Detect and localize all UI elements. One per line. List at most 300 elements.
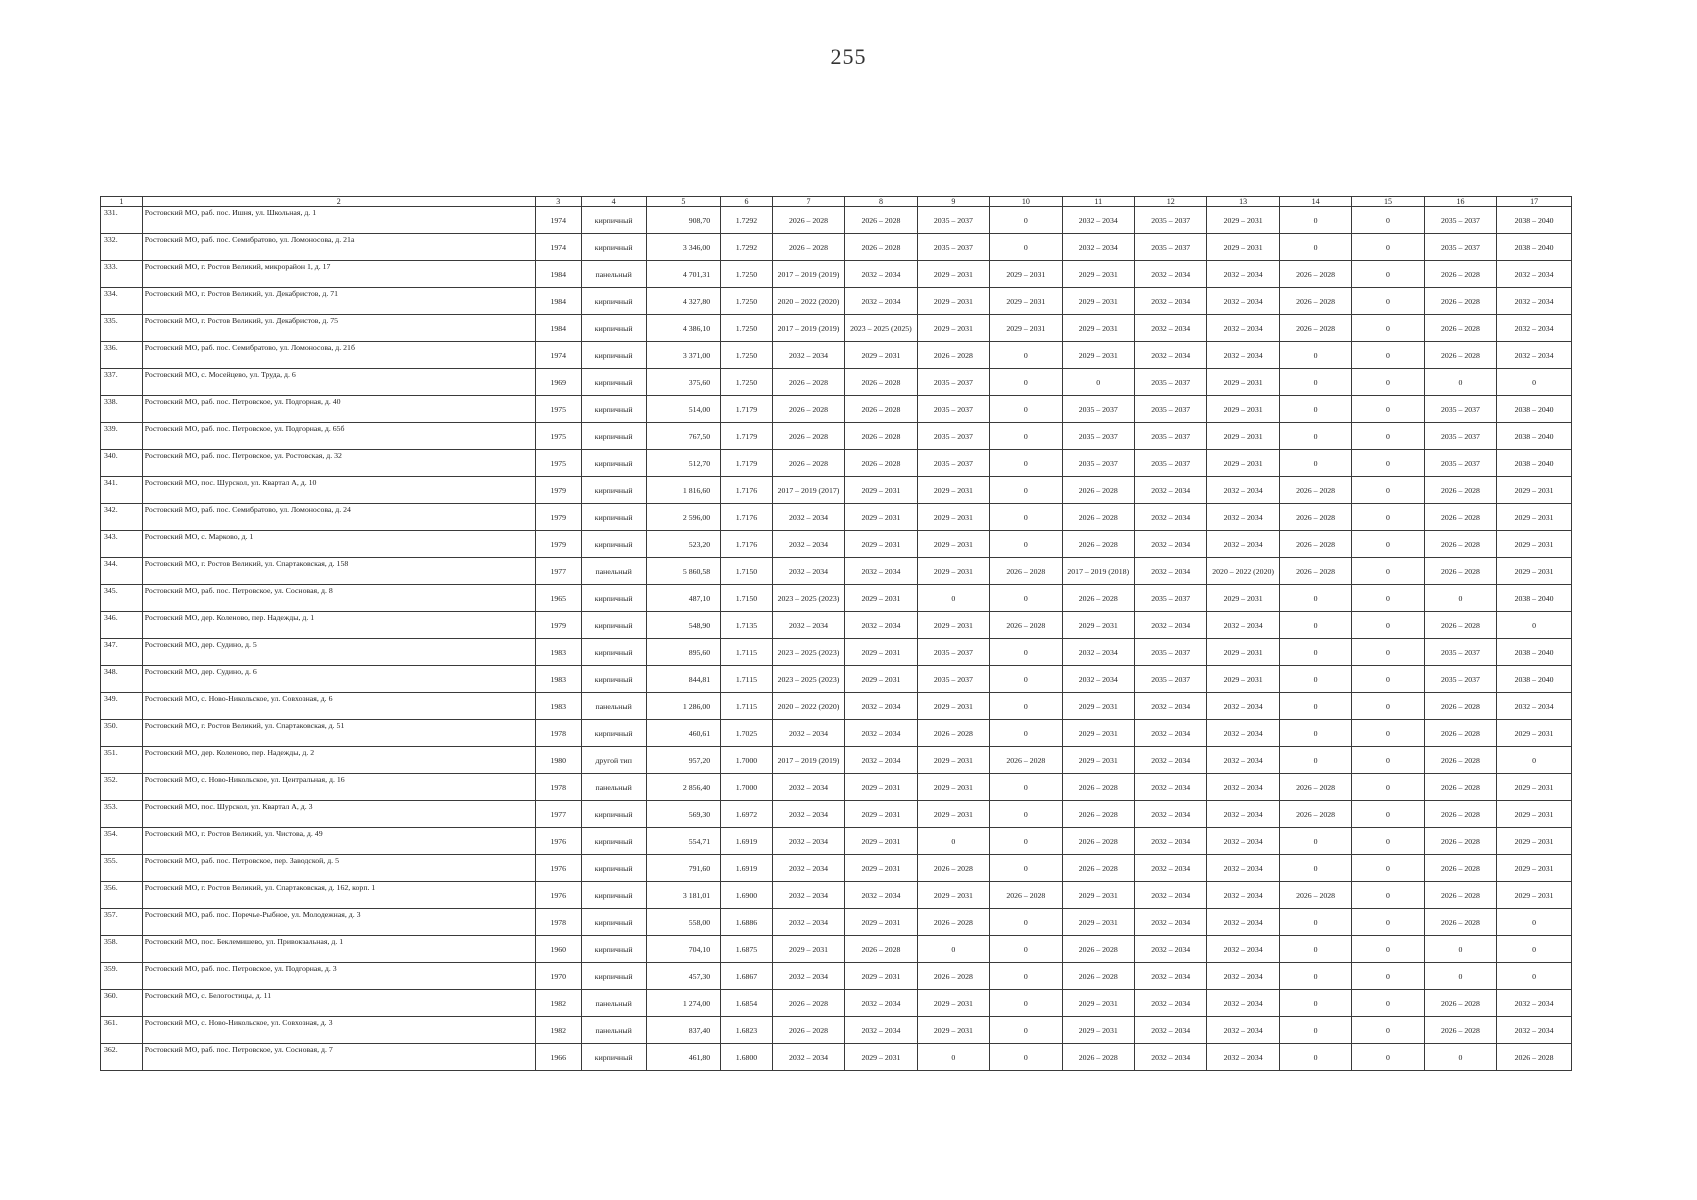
row-number-cell: 347. bbox=[101, 639, 143, 666]
period-col-10-cell: 0 bbox=[990, 639, 1062, 666]
period-col-7-cell: 2032 – 2034 bbox=[772, 531, 844, 558]
total-area-cell: 548,90 bbox=[646, 612, 721, 639]
priority-index-cell: 1.7115 bbox=[721, 693, 773, 720]
period-col-11-cell: 2035 – 2037 bbox=[1062, 423, 1134, 450]
period-col-17-cell: 2038 – 2040 bbox=[1497, 639, 1572, 666]
year-built-cell: 1974 bbox=[535, 342, 581, 369]
priority-index-cell: 1.6919 bbox=[721, 855, 773, 882]
period-col-16-cell: 2035 – 2037 bbox=[1424, 396, 1496, 423]
period-col-17-cell: 2038 – 2040 bbox=[1497, 666, 1572, 693]
total-area-cell: 791,60 bbox=[646, 855, 721, 882]
period-col-8-cell: 2026 – 2028 bbox=[845, 207, 917, 234]
wall-material-cell: другой тип bbox=[581, 747, 646, 774]
period-col-11-cell: 2026 – 2028 bbox=[1062, 855, 1134, 882]
period-col-15-cell: 0 bbox=[1352, 558, 1424, 585]
table-row bbox=[101, 693, 1572, 720]
table-row bbox=[101, 450, 1572, 477]
period-col-11-cell: 2026 – 2028 bbox=[1062, 963, 1134, 990]
table-header bbox=[101, 197, 1572, 207]
period-col-8-cell: 2026 – 2028 bbox=[845, 369, 917, 396]
year-built-cell: 1983 bbox=[535, 639, 581, 666]
address-cell: Ростовский МО, дер. Судино, д. 6 bbox=[142, 666, 535, 693]
year-built-cell: 1976 bbox=[535, 828, 581, 855]
period-col-11-cell: 2029 – 2031 bbox=[1062, 909, 1134, 936]
row-number-cell: 348. bbox=[101, 666, 143, 693]
wall-material-cell: кирпичный bbox=[581, 234, 646, 261]
period-col-15-cell: 0 bbox=[1352, 234, 1424, 261]
period-col-14-cell: 2026 – 2028 bbox=[1279, 801, 1351, 828]
row-number-cell: 338. bbox=[101, 396, 143, 423]
period-col-10-cell: 0 bbox=[990, 801, 1062, 828]
period-col-14-cell: 2026 – 2028 bbox=[1279, 531, 1351, 558]
row-number-cell: 356. bbox=[101, 882, 143, 909]
address-cell: Ростовский МО, раб. пос. Семибратово, ул. Ломоносова, д. 21б bbox=[142, 342, 535, 369]
period-col-8-cell: 2032 – 2034 bbox=[845, 720, 917, 747]
period-col-13-cell: 2032 – 2034 bbox=[1207, 1044, 1279, 1071]
period-col-8-cell: 2032 – 2034 bbox=[845, 261, 917, 288]
row-number-cell: 359. bbox=[101, 963, 143, 990]
period-col-10-cell: 2026 – 2028 bbox=[990, 612, 1062, 639]
period-col-14-cell: 0 bbox=[1279, 693, 1351, 720]
address-cell: Ростовский МО, пос. Шурскол, ул. Квартал А, д. 3 bbox=[142, 801, 535, 828]
address-cell: Ростовский МО, раб. пос. Петровское, ул. Подгорная, д. 40 bbox=[142, 396, 535, 423]
period-col-13-cell: 2032 – 2034 bbox=[1207, 936, 1279, 963]
period-col-13-cell: 2029 – 2031 bbox=[1207, 396, 1279, 423]
period-col-7-cell: 2032 – 2034 bbox=[772, 801, 844, 828]
wall-material-cell: кирпичный bbox=[581, 666, 646, 693]
row-number-cell: 357. bbox=[101, 909, 143, 936]
period-col-7-cell: 2032 – 2034 bbox=[772, 720, 844, 747]
period-col-17-cell: 2026 – 2028 bbox=[1497, 1044, 1572, 1071]
period-col-8-cell: 2029 – 2031 bbox=[845, 1044, 917, 1071]
period-col-11-cell: 2029 – 2031 bbox=[1062, 747, 1134, 774]
column-number: 11 bbox=[1062, 197, 1134, 207]
period-col-7-cell: 2029 – 2031 bbox=[772, 936, 844, 963]
total-area-cell: 4 386,10 bbox=[646, 315, 721, 342]
period-col-11-cell: 2032 – 2034 bbox=[1062, 207, 1134, 234]
period-col-15-cell: 0 bbox=[1352, 288, 1424, 315]
period-col-14-cell: 0 bbox=[1279, 963, 1351, 990]
wall-material-cell: панельный bbox=[581, 990, 646, 1017]
address-cell: Ростовский МО, раб. пос. Ишня, ул. Школьная, д. 1 bbox=[142, 207, 535, 234]
period-col-8-cell: 2029 – 2031 bbox=[845, 504, 917, 531]
row-number-cell: 352. bbox=[101, 774, 143, 801]
period-col-15-cell: 0 bbox=[1352, 423, 1424, 450]
period-col-12-cell: 2032 – 2034 bbox=[1134, 342, 1206, 369]
period-col-16-cell: 2026 – 2028 bbox=[1424, 693, 1496, 720]
period-col-15-cell: 0 bbox=[1352, 207, 1424, 234]
total-area-cell: 957,20 bbox=[646, 747, 721, 774]
year-built-cell: 1982 bbox=[535, 990, 581, 1017]
period-col-13-cell: 2029 – 2031 bbox=[1207, 585, 1279, 612]
period-col-17-cell: 2038 – 2040 bbox=[1497, 450, 1572, 477]
table-row bbox=[101, 1044, 1572, 1071]
period-col-11-cell: 2029 – 2031 bbox=[1062, 261, 1134, 288]
period-col-14-cell: 0 bbox=[1279, 207, 1351, 234]
period-col-11-cell: 2026 – 2028 bbox=[1062, 585, 1134, 612]
wall-material-cell: кирпичный bbox=[581, 720, 646, 747]
period-col-7-cell: 2017 – 2019 (2019) bbox=[772, 315, 844, 342]
period-col-16-cell: 2026 – 2028 bbox=[1424, 990, 1496, 1017]
period-col-11-cell: 2035 – 2037 bbox=[1062, 396, 1134, 423]
column-number: 4 bbox=[581, 197, 646, 207]
total-area-cell: 3 371,00 bbox=[646, 342, 721, 369]
period-col-9-cell: 2035 – 2037 bbox=[917, 450, 989, 477]
period-col-12-cell: 2032 – 2034 bbox=[1134, 558, 1206, 585]
period-col-16-cell: 2026 – 2028 bbox=[1424, 315, 1496, 342]
year-built-cell: 1984 bbox=[535, 315, 581, 342]
period-col-8-cell: 2032 – 2034 bbox=[845, 558, 917, 585]
period-col-7-cell: 2026 – 2028 bbox=[772, 396, 844, 423]
period-col-7-cell: 2020 – 2022 (2020) bbox=[772, 288, 844, 315]
table-row bbox=[101, 423, 1572, 450]
address-cell: Ростовский МО, дер. Судино, д. 5 bbox=[142, 639, 535, 666]
year-built-cell: 1980 bbox=[535, 747, 581, 774]
row-number-cell: 333. bbox=[101, 261, 143, 288]
row-number-cell: 336. bbox=[101, 342, 143, 369]
period-col-12-cell: 2035 – 2037 bbox=[1134, 396, 1206, 423]
period-col-17-cell: 2032 – 2034 bbox=[1497, 693, 1572, 720]
period-col-17-cell: 2029 – 2031 bbox=[1497, 801, 1572, 828]
year-built-cell: 1976 bbox=[535, 855, 581, 882]
priority-index-cell: 1.7179 bbox=[721, 450, 773, 477]
period-col-16-cell: 2026 – 2028 bbox=[1424, 1017, 1496, 1044]
address-cell: Ростовский МО, раб. пос. Поречье-Рыбное, ул. Молодежная, д. 3 bbox=[142, 909, 535, 936]
column-number: 15 bbox=[1352, 197, 1424, 207]
period-col-14-cell: 0 bbox=[1279, 990, 1351, 1017]
year-built-cell: 1978 bbox=[535, 909, 581, 936]
period-col-13-cell: 2029 – 2031 bbox=[1207, 234, 1279, 261]
period-col-8-cell: 2029 – 2031 bbox=[845, 909, 917, 936]
table-row bbox=[101, 801, 1572, 828]
period-col-12-cell: 2032 – 2034 bbox=[1134, 801, 1206, 828]
period-col-16-cell: 2026 – 2028 bbox=[1424, 477, 1496, 504]
period-col-11-cell: 2035 – 2037 bbox=[1062, 450, 1134, 477]
year-built-cell: 1979 bbox=[535, 504, 581, 531]
period-col-7-cell: 2023 – 2025 (2023) bbox=[772, 585, 844, 612]
wall-material-cell: кирпичный bbox=[581, 342, 646, 369]
period-col-12-cell: 2035 – 2037 bbox=[1134, 585, 1206, 612]
period-col-10-cell: 2026 – 2028 bbox=[990, 747, 1062, 774]
period-col-17-cell: 2029 – 2031 bbox=[1497, 558, 1572, 585]
column-number: 7 bbox=[772, 197, 844, 207]
period-col-8-cell: 2029 – 2031 bbox=[845, 477, 917, 504]
priority-index-cell: 1.6886 bbox=[721, 909, 773, 936]
period-col-13-cell: 2032 – 2034 bbox=[1207, 531, 1279, 558]
period-col-9-cell: 2026 – 2028 bbox=[917, 909, 989, 936]
period-col-10-cell: 0 bbox=[990, 531, 1062, 558]
period-col-12-cell: 2035 – 2037 bbox=[1134, 369, 1206, 396]
priority-index-cell: 1.6823 bbox=[721, 1017, 773, 1044]
period-col-17-cell: 2032 – 2034 bbox=[1497, 990, 1572, 1017]
period-col-12-cell: 2032 – 2034 bbox=[1134, 909, 1206, 936]
wall-material-cell: кирпичный bbox=[581, 396, 646, 423]
period-col-13-cell: 2029 – 2031 bbox=[1207, 639, 1279, 666]
period-col-9-cell: 2035 – 2037 bbox=[917, 369, 989, 396]
period-col-17-cell: 0 bbox=[1497, 612, 1572, 639]
priority-index-cell: 1.7135 bbox=[721, 612, 773, 639]
period-col-16-cell: 2026 – 2028 bbox=[1424, 342, 1496, 369]
address-cell: Ростовский МО, г. Ростов Великий, ул. Спартаковская, д. 162, корп. 1 bbox=[142, 882, 535, 909]
priority-index-cell: 1.7150 bbox=[721, 558, 773, 585]
period-col-17-cell: 0 bbox=[1497, 909, 1572, 936]
period-col-12-cell: 2032 – 2034 bbox=[1134, 747, 1206, 774]
period-col-10-cell: 0 bbox=[990, 666, 1062, 693]
period-col-13-cell: 2032 – 2034 bbox=[1207, 720, 1279, 747]
period-col-14-cell: 2026 – 2028 bbox=[1279, 477, 1351, 504]
period-col-7-cell: 2032 – 2034 bbox=[772, 882, 844, 909]
period-col-9-cell: 2029 – 2031 bbox=[917, 774, 989, 801]
period-col-12-cell: 2032 – 2034 bbox=[1134, 720, 1206, 747]
row-number-cell: 354. bbox=[101, 828, 143, 855]
row-number-cell: 349. bbox=[101, 693, 143, 720]
address-cell: Ростовский МО, г. Ростов Великий, микрорайон 1, д. 17 bbox=[142, 261, 535, 288]
period-col-10-cell: 0 bbox=[990, 720, 1062, 747]
priority-index-cell: 1.7250 bbox=[721, 342, 773, 369]
address-cell: Ростовский МО, раб. пос. Петровское, ул. Ростовская, д. 32 bbox=[142, 450, 535, 477]
period-col-12-cell: 2032 – 2034 bbox=[1134, 315, 1206, 342]
column-number: 6 bbox=[721, 197, 773, 207]
table-row bbox=[101, 558, 1572, 585]
total-area-cell: 767,50 bbox=[646, 423, 721, 450]
period-col-17-cell: 2038 – 2040 bbox=[1497, 207, 1572, 234]
period-col-8-cell: 2029 – 2031 bbox=[845, 531, 917, 558]
year-built-cell: 1965 bbox=[535, 585, 581, 612]
table-row bbox=[101, 477, 1572, 504]
year-built-cell: 1979 bbox=[535, 612, 581, 639]
table-row bbox=[101, 531, 1572, 558]
total-area-cell: 3 346,00 bbox=[646, 234, 721, 261]
period-col-11-cell: 2026 – 2028 bbox=[1062, 531, 1134, 558]
period-col-7-cell: 2032 – 2034 bbox=[772, 909, 844, 936]
wall-material-cell: панельный bbox=[581, 1017, 646, 1044]
period-col-13-cell: 2032 – 2034 bbox=[1207, 774, 1279, 801]
period-col-15-cell: 0 bbox=[1352, 342, 1424, 369]
period-col-12-cell: 2032 – 2034 bbox=[1134, 612, 1206, 639]
column-number: 17 bbox=[1497, 197, 1572, 207]
total-area-cell: 375,60 bbox=[646, 369, 721, 396]
period-col-15-cell: 0 bbox=[1352, 1017, 1424, 1044]
address-cell: Ростовский МО, с. Ново-Никольское, ул. Совхозная, д. 3 bbox=[142, 1017, 535, 1044]
period-col-17-cell: 2032 – 2034 bbox=[1497, 1017, 1572, 1044]
period-col-10-cell: 2029 – 2031 bbox=[990, 315, 1062, 342]
period-col-14-cell: 0 bbox=[1279, 855, 1351, 882]
period-col-11-cell: 2017 – 2019 (2018) bbox=[1062, 558, 1134, 585]
period-col-9-cell: 2029 – 2031 bbox=[917, 315, 989, 342]
page-number: 255 bbox=[830, 44, 867, 69]
year-built-cell: 1978 bbox=[535, 774, 581, 801]
period-col-16-cell: 2035 – 2037 bbox=[1424, 666, 1496, 693]
table-row bbox=[101, 234, 1572, 261]
period-col-16-cell: 2026 – 2028 bbox=[1424, 531, 1496, 558]
period-col-9-cell: 2026 – 2028 bbox=[917, 855, 989, 882]
period-col-11-cell: 2029 – 2031 bbox=[1062, 1017, 1134, 1044]
period-col-16-cell: 0 bbox=[1424, 963, 1496, 990]
period-col-11-cell: 2026 – 2028 bbox=[1062, 828, 1134, 855]
period-col-11-cell: 0 bbox=[1062, 369, 1134, 396]
year-built-cell: 1975 bbox=[535, 423, 581, 450]
column-number: 16 bbox=[1424, 197, 1496, 207]
period-col-14-cell: 0 bbox=[1279, 639, 1351, 666]
row-number-cell: 362. bbox=[101, 1044, 143, 1071]
address-cell: Ростовский МО, с. Марково, д. 1 bbox=[142, 531, 535, 558]
wall-material-cell: панельный bbox=[581, 261, 646, 288]
wall-material-cell: кирпичный bbox=[581, 909, 646, 936]
period-col-17-cell: 2029 – 2031 bbox=[1497, 531, 1572, 558]
period-col-12-cell: 2032 – 2034 bbox=[1134, 774, 1206, 801]
table-row bbox=[101, 990, 1572, 1017]
period-col-10-cell: 0 bbox=[990, 234, 1062, 261]
period-col-16-cell: 2035 – 2037 bbox=[1424, 234, 1496, 261]
period-col-16-cell: 0 bbox=[1424, 936, 1496, 963]
year-built-cell: 1970 bbox=[535, 963, 581, 990]
period-col-9-cell: 2029 – 2031 bbox=[917, 693, 989, 720]
total-area-cell: 523,20 bbox=[646, 531, 721, 558]
period-col-12-cell: 2035 – 2037 bbox=[1134, 207, 1206, 234]
priority-index-cell: 1.7115 bbox=[721, 639, 773, 666]
wall-material-cell: панельный bbox=[581, 693, 646, 720]
column-number: 1 bbox=[101, 197, 143, 207]
column-number: 2 bbox=[142, 197, 535, 207]
period-col-12-cell: 2032 – 2034 bbox=[1134, 477, 1206, 504]
address-cell: Ростовский МО, г. Ростов Великий, ул. Спартаковская, д. 158 bbox=[142, 558, 535, 585]
period-col-8-cell: 2029 – 2031 bbox=[845, 342, 917, 369]
address-cell: Ростовский МО, г. Ростов Великий, ул. Декабристов, д. 71 bbox=[142, 288, 535, 315]
period-col-17-cell: 2032 – 2034 bbox=[1497, 342, 1572, 369]
total-area-cell: 2 596,00 bbox=[646, 504, 721, 531]
period-col-10-cell: 0 bbox=[990, 909, 1062, 936]
period-col-9-cell: 0 bbox=[917, 1044, 989, 1071]
period-col-14-cell: 0 bbox=[1279, 666, 1351, 693]
period-col-17-cell: 2038 – 2040 bbox=[1497, 234, 1572, 261]
period-col-12-cell: 2032 – 2034 bbox=[1134, 936, 1206, 963]
period-col-10-cell: 0 bbox=[990, 1017, 1062, 1044]
period-col-16-cell: 2026 – 2028 bbox=[1424, 747, 1496, 774]
period-col-15-cell: 0 bbox=[1352, 396, 1424, 423]
address-cell: Ростовский МО, с. Мосейцево, ул. Труда, д. 6 bbox=[142, 369, 535, 396]
period-col-14-cell: 0 bbox=[1279, 828, 1351, 855]
period-col-7-cell: 2032 – 2034 bbox=[772, 612, 844, 639]
period-col-14-cell: 0 bbox=[1279, 1017, 1351, 1044]
period-col-11-cell: 2029 – 2031 bbox=[1062, 288, 1134, 315]
period-col-9-cell: 2026 – 2028 bbox=[917, 963, 989, 990]
row-number-cell: 343. bbox=[101, 531, 143, 558]
period-col-14-cell: 0 bbox=[1279, 342, 1351, 369]
period-col-9-cell: 2035 – 2037 bbox=[917, 234, 989, 261]
wall-material-cell: кирпичный bbox=[581, 963, 646, 990]
year-built-cell: 1960 bbox=[535, 936, 581, 963]
year-built-cell: 1979 bbox=[535, 531, 581, 558]
period-col-17-cell: 2032 – 2034 bbox=[1497, 288, 1572, 315]
period-col-8-cell: 2029 – 2031 bbox=[845, 801, 917, 828]
wall-material-cell: кирпичный bbox=[581, 801, 646, 828]
period-col-10-cell: 2029 – 2031 bbox=[990, 261, 1062, 288]
year-built-cell: 1984 bbox=[535, 288, 581, 315]
column-number: 12 bbox=[1134, 197, 1206, 207]
period-col-15-cell: 0 bbox=[1352, 504, 1424, 531]
period-col-9-cell: 2029 – 2031 bbox=[917, 801, 989, 828]
address-cell: Ростовский МО, пос. Беклемишево, ул. Привокзальная, д. 1 bbox=[142, 936, 535, 963]
period-col-7-cell: 2032 – 2034 bbox=[772, 828, 844, 855]
row-number-cell: 341. bbox=[101, 477, 143, 504]
period-col-10-cell: 2029 – 2031 bbox=[990, 288, 1062, 315]
table-row bbox=[101, 936, 1572, 963]
period-col-9-cell: 2035 – 2037 bbox=[917, 666, 989, 693]
period-col-15-cell: 0 bbox=[1352, 855, 1424, 882]
period-col-17-cell: 0 bbox=[1497, 747, 1572, 774]
priority-index-cell: 1.7250 bbox=[721, 315, 773, 342]
period-col-15-cell: 0 bbox=[1352, 801, 1424, 828]
period-col-11-cell: 2029 – 2031 bbox=[1062, 315, 1134, 342]
period-col-8-cell: 2029 – 2031 bbox=[845, 774, 917, 801]
period-col-17-cell: 2038 – 2040 bbox=[1497, 423, 1572, 450]
period-col-9-cell: 2026 – 2028 bbox=[917, 342, 989, 369]
row-number-cell: 360. bbox=[101, 990, 143, 1017]
period-col-9-cell: 2029 – 2031 bbox=[917, 558, 989, 585]
total-area-cell: 895,60 bbox=[646, 639, 721, 666]
wall-material-cell: кирпичный bbox=[581, 612, 646, 639]
period-col-15-cell: 0 bbox=[1352, 639, 1424, 666]
period-col-16-cell: 0 bbox=[1424, 1044, 1496, 1071]
period-col-10-cell: 2026 – 2028 bbox=[990, 882, 1062, 909]
period-col-7-cell: 2017 – 2019 (2019) bbox=[772, 261, 844, 288]
year-built-cell: 1983 bbox=[535, 666, 581, 693]
period-col-14-cell: 2026 – 2028 bbox=[1279, 261, 1351, 288]
wall-material-cell: кирпичный bbox=[581, 369, 646, 396]
column-number: 14 bbox=[1279, 197, 1351, 207]
table-row bbox=[101, 855, 1572, 882]
period-col-9-cell: 2029 – 2031 bbox=[917, 882, 989, 909]
housing-register-table bbox=[100, 196, 1572, 1071]
period-col-15-cell: 0 bbox=[1352, 315, 1424, 342]
table-row bbox=[101, 261, 1572, 288]
period-col-8-cell: 2026 – 2028 bbox=[845, 234, 917, 261]
period-col-13-cell: 2032 – 2034 bbox=[1207, 477, 1279, 504]
priority-index-cell: 1.7250 bbox=[721, 288, 773, 315]
period-col-11-cell: 2029 – 2031 bbox=[1062, 612, 1134, 639]
column-number: 8 bbox=[845, 197, 917, 207]
period-col-11-cell: 2029 – 2031 bbox=[1062, 342, 1134, 369]
period-col-10-cell: 0 bbox=[990, 396, 1062, 423]
period-col-14-cell: 0 bbox=[1279, 234, 1351, 261]
priority-index-cell: 1.7179 bbox=[721, 423, 773, 450]
period-col-17-cell: 2029 – 2031 bbox=[1497, 828, 1572, 855]
period-col-13-cell: 2032 – 2034 bbox=[1207, 612, 1279, 639]
total-area-cell: 1 274,00 bbox=[646, 990, 721, 1017]
table-body bbox=[101, 207, 1572, 1071]
priority-index-cell: 1.7292 bbox=[721, 207, 773, 234]
period-col-13-cell: 2032 – 2034 bbox=[1207, 288, 1279, 315]
period-col-8-cell: 2029 – 2031 bbox=[845, 585, 917, 612]
priority-index-cell: 1.7292 bbox=[721, 234, 773, 261]
period-col-15-cell: 0 bbox=[1352, 450, 1424, 477]
wall-material-cell: кирпичный bbox=[581, 477, 646, 504]
period-col-7-cell: 2026 – 2028 bbox=[772, 1017, 844, 1044]
wall-material-cell: кирпичный bbox=[581, 882, 646, 909]
period-col-11-cell: 2032 – 2034 bbox=[1062, 234, 1134, 261]
address-cell: Ростовский МО, раб. пос. Семибратово, ул. Ломоносова, д. 21а bbox=[142, 234, 535, 261]
period-col-10-cell: 0 bbox=[990, 990, 1062, 1017]
period-col-16-cell: 2035 – 2037 bbox=[1424, 423, 1496, 450]
period-col-7-cell: 2026 – 2028 bbox=[772, 990, 844, 1017]
table-row bbox=[101, 963, 1572, 990]
year-built-cell: 1982 bbox=[535, 1017, 581, 1044]
period-col-8-cell: 2032 – 2034 bbox=[845, 990, 917, 1017]
period-col-15-cell: 0 bbox=[1352, 909, 1424, 936]
table-row bbox=[101, 720, 1572, 747]
year-built-cell: 1977 bbox=[535, 558, 581, 585]
period-col-9-cell: 2035 – 2037 bbox=[917, 207, 989, 234]
